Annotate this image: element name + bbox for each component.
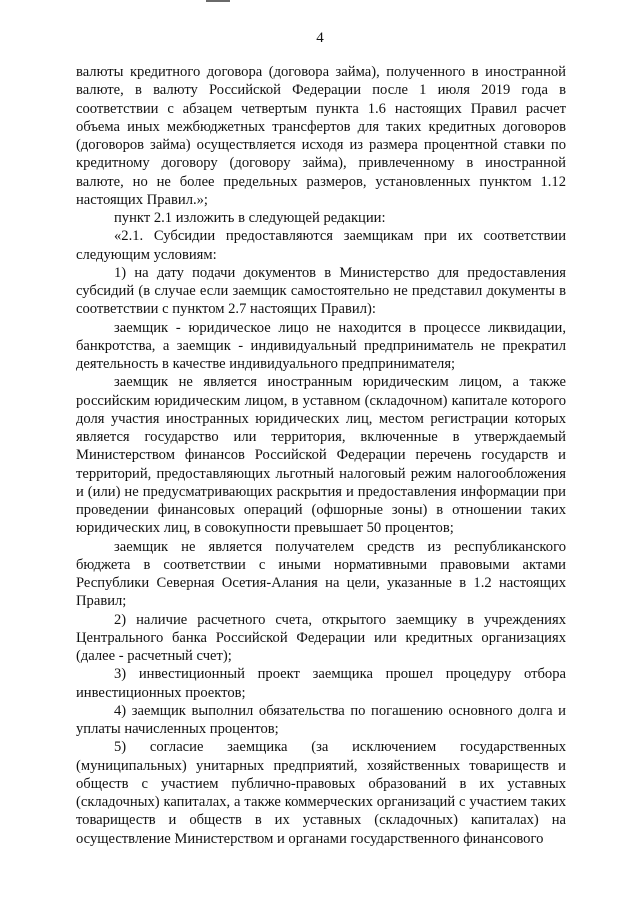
scan-mark bbox=[206, 0, 230, 2]
paragraph: «2.1. Субсидии предоставляются заемщикам при их соответствии следующим условиям: bbox=[76, 228, 566, 263]
paragraph: 4) заемщик выполнил обязательства по погашению основного долга и уплаты начисленных процентов; bbox=[76, 702, 566, 737]
paragraph: заемщик не является получателем средств из республиканского бюджета в соответствии с иными нормативными правовыми актами Республики Северная Осетия-Алания на цели, указанные в 1.2 настоящих Правил; bbox=[76, 538, 566, 610]
paragraph: заемщик не является иностранным юридическим лицом, а также российским юридическим лицом, в уставном (складочном) капитале которого доля участия иностранных юридических лиц, местом регистрации которых является государство или территория, включенные в утверждаемый Министерством финансов Российской Федерации перечень государств и территорий, предоставляющих льготный налоговый режим налогообложения и (или) не предусматривающих раскрытия и предоставления информации при проведении финансовых операций (офшорные зоны) в отношении таких юридических лиц, в совокупности превышает 50 процентов; bbox=[76, 374, 566, 537]
paragraph: пункт 2.1 изложить в следующей редакции: bbox=[114, 210, 386, 226]
page-number: 4 bbox=[316, 30, 324, 46]
paragraph: 1) на дату подачи документов в Министерство для предоставления субсидий (в случае если заемщик самостоятельно не представил документы в соответствии с пунктом 2.7 настоящих Правил): bbox=[76, 264, 566, 318]
paragraph: 2) наличие расчетного счета, открытого заемщику в учреждениях Центрального банка Российской Федерации или кредитных организациях (далее - расчетный счет); bbox=[76, 611, 566, 664]
paragraph: заемщик - юридическое лицо не находится в процессе ликвидации, банкротства, а заемщик - индивидуальный предприниматель не прекратил деятельность в качестве индивидуального предпринимателя; bbox=[76, 319, 566, 372]
paragraph: 3) инвестиционный проект заемщика прошел процедуру отбора инвестиционных проектов; bbox=[76, 666, 566, 701]
document-body bbox=[76, 63, 566, 848]
paragraph: валюты кредитного договора (договора займа), полученного в иностранной валюте, в валюту Российской Федерации после 1 июля 2019 года в соответствии с абзацем четвертым пункта 1.6 настоящих Правил расчет объема иных межбюджетных трансфертов для таких кредитных договоров (договоров займа) осуществляется исходя из размера процентной ставки по кредитному договору (договору займа), привлеченному в иностранной валюте, но не более предельных размеров, установленных пунктом 1.12 настоящих Правил.»; bbox=[76, 64, 566, 208]
paragraph: 5) согласие заемщика (за исключением государственных (муниципальных) унитарных предприятий, хозяйственных товариществ и обществ с участием публично-правовых образований в их уставных (складочных) капиталах, а также коммерческих организаций с участием таких товариществ и обществ в их уставных (складочных) капиталах) на осуществление Министерством и органами государственного финансового bbox=[76, 739, 566, 847]
